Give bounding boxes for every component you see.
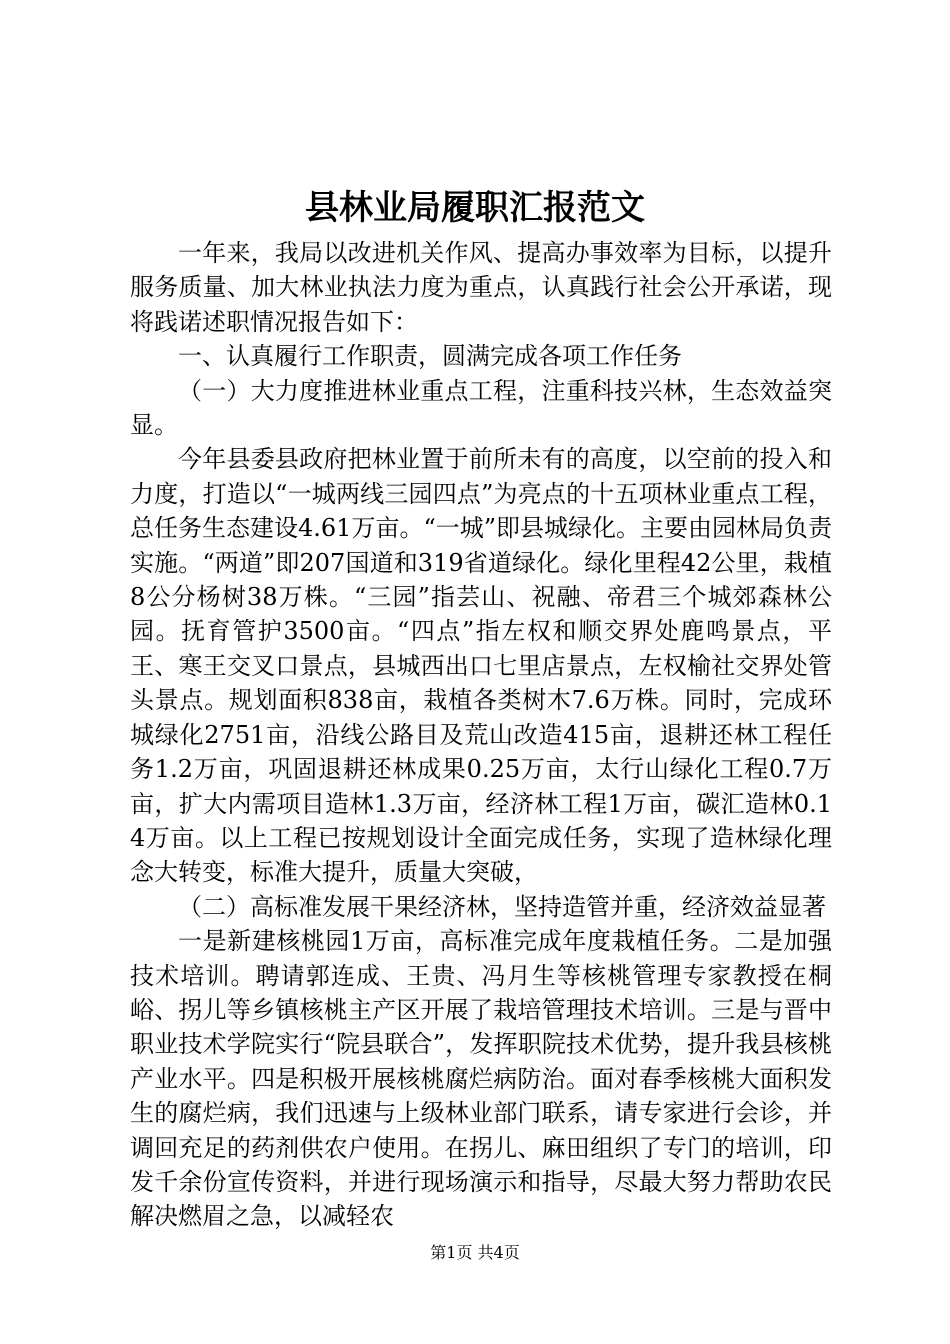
paragraph-intro: 一年来，我局以改进机关作风、提高办事效率为目标，以提升服务质量、加大林业执法力度为重点，认真践行社会公开承诺，现将践诺述职情况报告如下：: [130, 239, 832, 336]
paragraph-walnut-orchards: 一是新建核桃园1万亩，高标准完成年度栽植任务。二是加强技术培训。聘请郭连成、王贵、冯月生等核桃管理专家教授在桐峪、拐儿等乡镇核桃主产区开展了栽培管理技术培训。三是与晋中职业技术学院实行“院县联合”，发挥职院技术优势，提升我县核桃产业水平。四是积极开展核桃腐烂病防治。面对春季核桃大面积发生的腐烂病，我们迅速与上级林业部门联系，请专家进行会诊，并调回充足的药剂供农户使用。在拐儿、麻田组织了专门的培训，印发千余份宣传资料，并进行现场演示和指导，尽最大努力帮助农民解决燃眉之急，以减轻农: [130, 927, 832, 1231]
paragraph-forestry-projects: 今年县委县政府把林业置于前所未有的高度，以空前的投入和力度，打造以“一城两线三园四点”为亮点的十五项林业重点工程，总任务生态建设4.61万亩。“一城”即县城绿化。主要由园林局负责实施。“两道”即207国道和319省道绿化。绿化里程42公里，栽植8公分杨树38万株。“三园”指芸山、祝融、帝君三个城郊森林公园。抚育管护3500亩。“四点”指左权和顺交界处鹿鸣景点，平王、寒王交叉口景点，县城西出口七里店景点，左权榆社交界处管头景点。规划面积838亩，栽植各类树木7.6万株。同时，完成环城绿化2751亩，沿线公路目及荒山改造415亩，退耕还林工程任务1.2万亩，巩固退耕还林成果0.25万亩，太行山绿化工程0.7万亩，扩大内需项目造林1.3万亩，经济林工程1万亩，碳汇造林0.14万亩。以上工程已按规划设计全面完成任务，实现了造林绿化理念大转变，标准大提升，质量大突破，: [130, 445, 832, 887]
subsection-heading-2: （二）高标准发展干果经济林，坚持造管并重，经济效益显著: [178, 892, 826, 921]
section-heading-1: 一、认真履行工作职责，圆满完成各项工作任务: [178, 342, 682, 371]
document-title: 县林业局履职汇报范文: [305, 188, 645, 228]
subsection-heading-1: （一）大力度推进林业重点工程，注重科技兴林，生态效益突显。: [130, 376, 832, 440]
document-body: [130, 236, 832, 1234]
page-number-footer: 第1页 共4页: [430, 1243, 520, 1262]
